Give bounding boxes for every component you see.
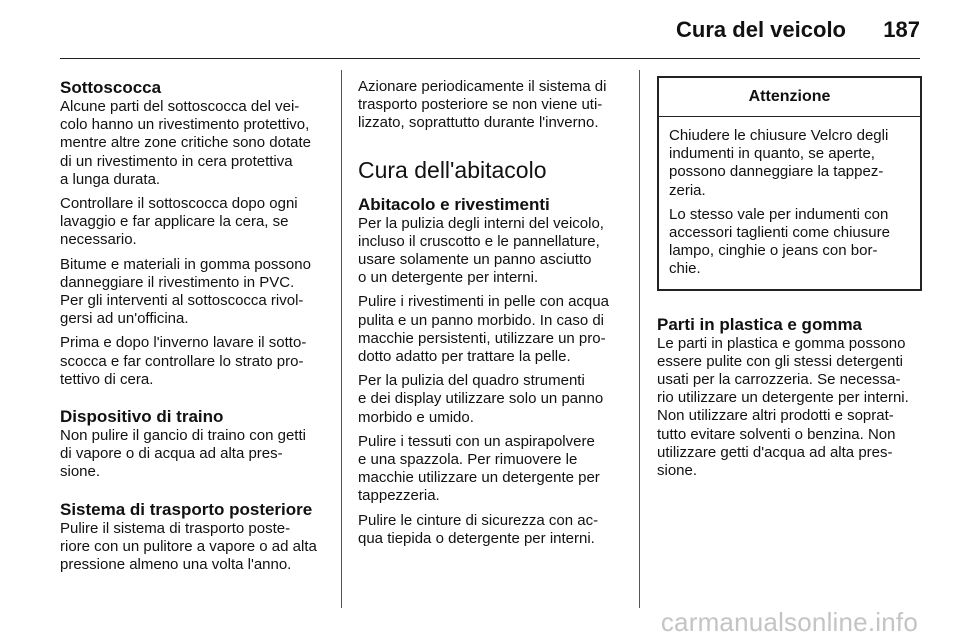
- paragraph: [669, 206, 910, 279]
- text-line: gersi ad un'officina.: [60, 310, 189, 328]
- section-sistema-trasporto: [60, 500, 326, 575]
- text-line: possono danneggiare la tappez-: [669, 163, 884, 181]
- column-divider: [341, 70, 342, 608]
- text-line: Chiudere le chiusure Velcro degli: [669, 127, 889, 144]
- text-line: colo hanno un rivestimento protettivo,: [60, 116, 310, 134]
- text-line: macchie persistenti, utilizzare un pro-: [358, 329, 606, 347]
- paragraph: [358, 78, 624, 133]
- text-line: Pulire i tessuti con un aspirapolvere: [358, 432, 595, 450]
- section-heading: Abitacolo e rivestimenti: [358, 194, 550, 214]
- text-line: essere pulite con gli stessi detergenti: [657, 352, 903, 370]
- section-heading: Sottoscocca: [60, 78, 162, 97]
- text-line: qua tiepida o detergente per interni.: [358, 529, 595, 547]
- text-line: Bitume e materiali in gomma possono: [60, 255, 311, 273]
- text-line: Controllare il sottoscocca dopo ogni: [60, 195, 298, 213]
- paragraph: [358, 293, 624, 366]
- text-line: indumenti in quanto, se aperte,: [669, 145, 875, 163]
- text-line: Le parti in plastica e gomma possono: [657, 334, 906, 352]
- text-line: Prima e dopo l'inverno lavare il sotto-: [60, 334, 307, 352]
- paragraph: [358, 215, 624, 288]
- section-heading: Dispositivo di traino: [60, 407, 224, 427]
- text-line: di vapore o di acqua ad alta pres-: [60, 445, 283, 463]
- column-1: [60, 78, 326, 580]
- section-heading: Parti in plastica e gomma: [657, 314, 863, 334]
- paragraph: [358, 512, 624, 548]
- paragraph: [657, 335, 922, 481]
- paragraph: [669, 127, 910, 200]
- paragraph: [358, 372, 624, 427]
- text-line: Non pulire il gancio di traino con getti: [60, 427, 306, 445]
- column-divider: [639, 70, 640, 608]
- page-title: Cura del veicolo: [676, 17, 846, 42]
- text-line: Per la pulizia del quadro strumenti: [358, 372, 585, 390]
- warning-title: Attenzione: [659, 78, 920, 117]
- text-line: lampo, cinghie o jeans con bor-: [669, 242, 878, 260]
- text-line: Alcune parti del sottoscocca del vei-: [60, 98, 300, 115]
- text-line: Pulire i rivestimenti in pelle con acqua: [358, 293, 609, 311]
- page-header: [0, 0, 960, 58]
- text-line: Pulire il sistema di trasporto poste-: [60, 519, 291, 537]
- paragraph: [60, 427, 326, 482]
- text-line: incluso il cruscotto e le pannellature,: [358, 232, 600, 250]
- text-line: sione.: [60, 463, 101, 481]
- text-line: lizzato, soprattutto durante l'inverno.: [358, 114, 599, 132]
- text-line: o un detergente per interni.: [358, 269, 539, 287]
- text-line: necessario.: [60, 231, 137, 249]
- text-line: pressione almeno una volta l'anno.: [60, 556, 292, 574]
- text-line: danneggiare il rivestimento in PVC.: [60, 273, 295, 291]
- text-line: mentre altre zone critiche sono dotate: [60, 134, 311, 152]
- text-line: tappezzeria.: [358, 487, 440, 505]
- paragraph: [60, 98, 326, 189]
- header-rule: [60, 58, 920, 59]
- text-line: accessori taglienti come chiusure: [669, 224, 890, 242]
- text-line: utilizzare getti d'acqua ad alta pres-: [657, 443, 893, 461]
- text-line: chie.: [669, 260, 701, 278]
- paragraph: [358, 433, 624, 506]
- text-line: Per gli interventi al sottoscocca rivol-: [60, 292, 304, 310]
- section-heading: Sistema di trasporto posteriore: [60, 499, 313, 519]
- text-line: Pulire le cinture di sicurezza con ac-: [358, 511, 599, 529]
- text-line: Per la pulizia degli interni del veicolo,: [358, 214, 604, 232]
- paragraph: [60, 520, 326, 575]
- chapter-heading: Cura dell'abitacolo: [358, 156, 547, 183]
- text-line: lavaggio e far applicare la cera, se: [60, 213, 289, 231]
- text-line: dotto adatto per trattare la pelle.: [358, 348, 571, 366]
- text-line: tutto evitare solventi o benzina. Non: [657, 425, 896, 443]
- text-line: zeria.: [669, 181, 706, 199]
- watermark: carmanualsonline.info: [660, 607, 918, 637]
- text-line: Lo stesso vale per indumenti con: [669, 205, 889, 223]
- text-line: pulita e un panno morbido. In caso di: [358, 311, 604, 329]
- text-line: scocca e far controllare lo strato pro-: [60, 352, 304, 370]
- section-spacer: [358, 139, 624, 155]
- text-line: usati per la carrozzeria. Se necessa-: [657, 371, 901, 389]
- text-line: a lunga durata.: [60, 170, 161, 188]
- section-dispositivo-traino: [60, 407, 326, 482]
- text-line: Azionare periodicamente il sistema di: [358, 78, 607, 95]
- text-line: e una spazzola. Per rimuovere le: [358, 451, 578, 469]
- text-line: macchie utilizzare un detergente per: [358, 469, 600, 487]
- text-line: usare solamente un panno asciutto: [358, 251, 592, 269]
- text-line: riore con un pulitore a vapore o ad alta: [60, 537, 317, 555]
- column-2: [358, 78, 624, 554]
- text-line: trasporto posteriore se non viene uti-: [358, 96, 603, 114]
- page-number: 187: [883, 17, 920, 42]
- text-line: sione.: [657, 462, 698, 480]
- paragraph: [60, 195, 326, 250]
- paragraph: [60, 334, 326, 389]
- warning-box: [657, 76, 922, 291]
- text-line: tettivo di cera.: [60, 370, 154, 388]
- section-sottoscocca: [60, 78, 326, 389]
- section-spacer: [60, 488, 326, 500]
- text-line: di un rivestimento in cera protettiva: [60, 152, 293, 170]
- text-line: Non utilizzare altri prodotti e soprat-: [657, 407, 894, 425]
- paragraph: [60, 256, 326, 329]
- section-spacer: [60, 395, 326, 407]
- text-line: e dei display utilizzare solo un panno: [358, 390, 604, 408]
- column-3: [657, 78, 922, 486]
- warning-body: [659, 117, 920, 289]
- text-line: rio utilizzare un detergente per interni.: [657, 389, 909, 407]
- text-line: morbido e umido.: [358, 408, 474, 426]
